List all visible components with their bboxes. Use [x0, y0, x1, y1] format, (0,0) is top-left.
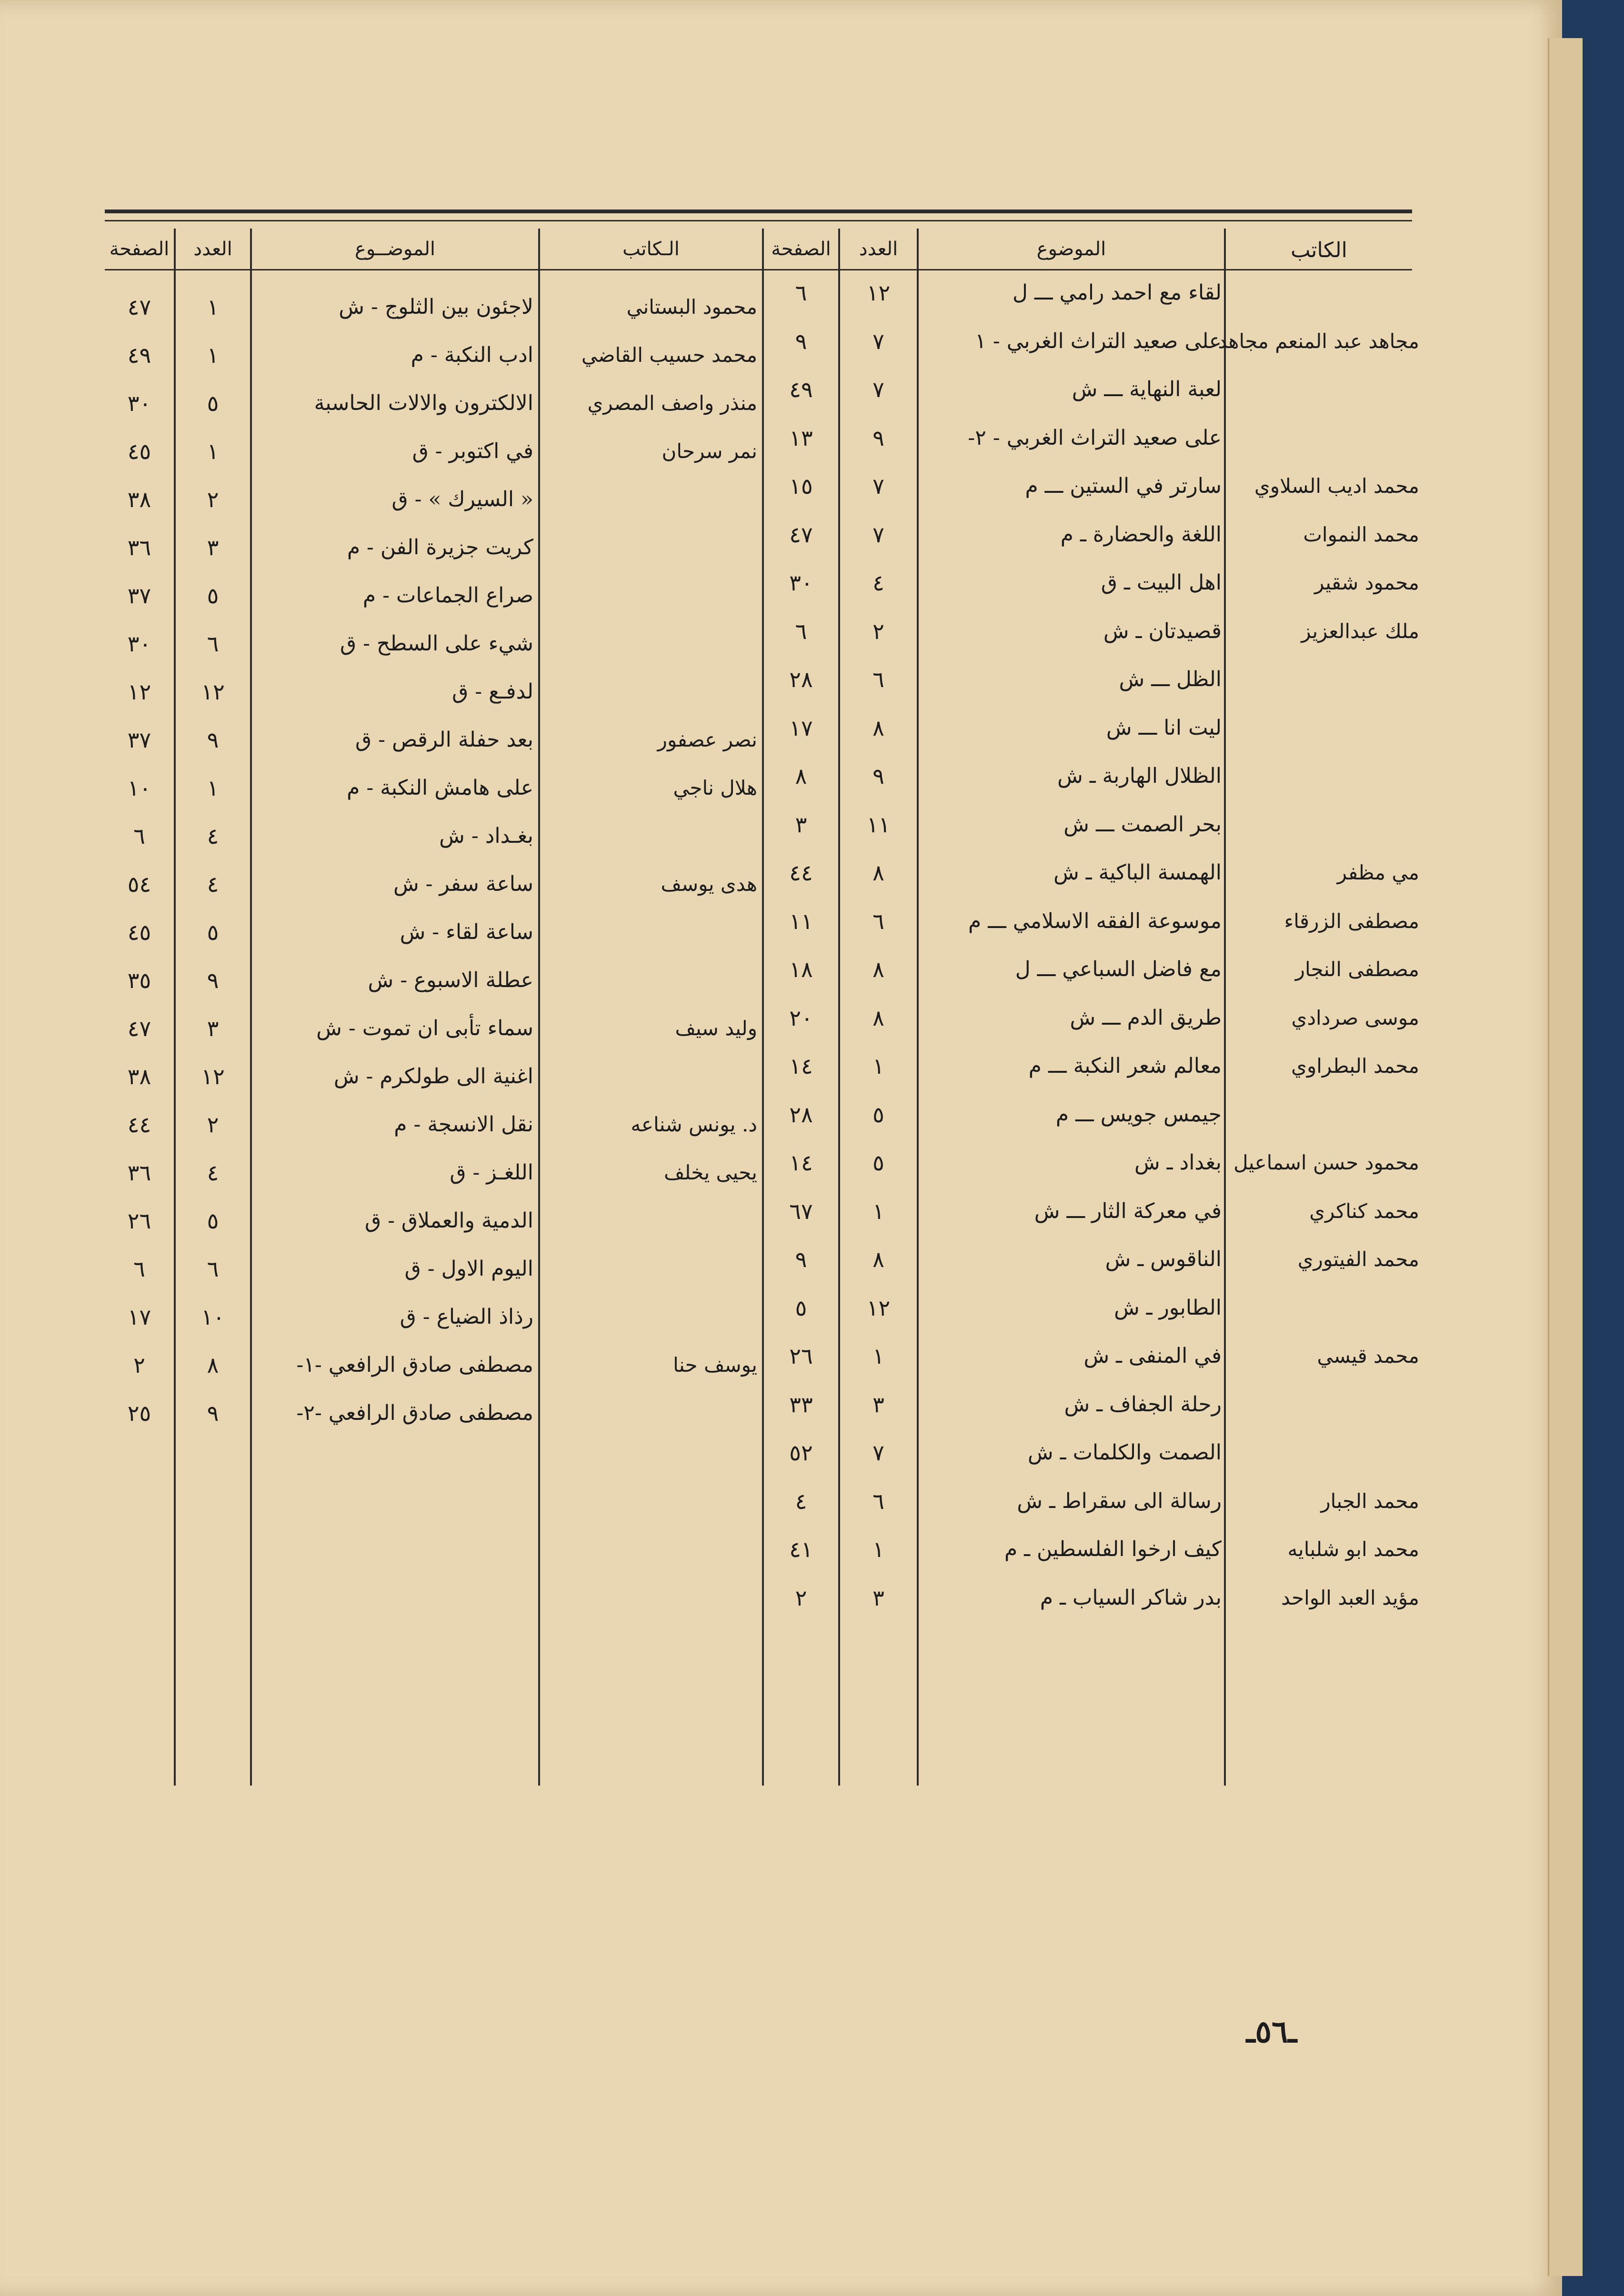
- cell-topic: كريت جزيرة الفن - م: [347, 535, 533, 559]
- cell-page: ١٥: [789, 473, 813, 499]
- cell-writer: منذر واصف المصري: [587, 391, 757, 415]
- cell-topic: رسالة الى سقراط ـ ش: [1017, 1488, 1222, 1513]
- cell-topic: سارتر في الستين ـــ م: [1025, 474, 1222, 498]
- cell-issue: ٩: [207, 727, 219, 753]
- cell-topic: معالم شعر النكبة ـــ م: [1028, 1054, 1222, 1078]
- cell-page: ٦٧: [789, 1198, 813, 1224]
- cell-writer: هدى يوسف: [661, 872, 757, 896]
- cell-page: ٣٧: [127, 727, 151, 753]
- cell-page: ١٤: [789, 1053, 813, 1079]
- cell-writer: محمد النموات: [1303, 522, 1419, 546]
- cell-topic: في اكتوبر - ق: [412, 439, 533, 463]
- cell-writer: محمد قيسي: [1317, 1344, 1419, 1368]
- cell-page: ٣٧: [127, 583, 151, 609]
- cell-writer: مي مظفر: [1337, 861, 1419, 884]
- header-page: الصفحة: [109, 238, 170, 260]
- cell-writer: مجاهد عبد المنعم مجاهد: [1218, 329, 1419, 353]
- cell-issue: ٣: [872, 1585, 884, 1611]
- cell-writer: محمد البطراوي: [1291, 1054, 1419, 1078]
- cell-issue: ١٠: [201, 1304, 225, 1330]
- cell-issue: ٢: [872, 618, 884, 644]
- cell-issue: ٥: [207, 919, 219, 945]
- cell-page: ٣٠: [127, 631, 151, 657]
- cell-issue: ٤: [207, 871, 219, 897]
- cell-writer: يوسف حنا: [673, 1353, 757, 1377]
- cell-writer: محمود شقير: [1314, 571, 1419, 594]
- cell-page: ٤٤: [127, 1112, 151, 1138]
- cell-topic: عطلة الاسبوع - ش: [368, 968, 533, 992]
- cell-page: ١٧: [789, 715, 813, 741]
- cell-writer: [543, 1197, 757, 1245]
- cell-topic: رحلة الجفاف ـ ش: [1064, 1392, 1222, 1417]
- cell-topic: صراع الجماعات - م: [362, 583, 533, 608]
- cell-issue: ٥: [872, 1150, 884, 1176]
- cell-topic: الصمت والكلمات ـ ش: [1028, 1440, 1222, 1465]
- cell-issue: ١٢: [866, 280, 891, 306]
- cell-topic: على صعيد التراث الغربي - ١: [975, 329, 1222, 353]
- cell-writer: محمود البستاني: [626, 295, 757, 319]
- cell-writer: [1229, 1091, 1419, 1138]
- top-rule: [105, 210, 1412, 213]
- cell-issue: ٢: [207, 1112, 219, 1138]
- cell-writer: [543, 908, 757, 956]
- cell-writer: [1229, 656, 1419, 703]
- header-topic: الموضــوع: [354, 238, 436, 260]
- cell-topic: الناقوس ـ ش: [1105, 1247, 1222, 1271]
- cell-topic: الالكترون والالات الحاسبة: [314, 391, 533, 415]
- cell-page: ٦: [795, 280, 807, 306]
- cell-writer: مصطفى الزرقاء: [1284, 909, 1419, 933]
- cell-issue: ١١: [866, 811, 891, 838]
- cell-issue: ٦: [207, 631, 219, 657]
- col-sep: [538, 229, 540, 1786]
- cell-page: ٦: [795, 618, 807, 644]
- cell-writer: [1229, 366, 1419, 413]
- cell-writer: [1229, 801, 1419, 849]
- cell-writer: [1229, 269, 1419, 317]
- cell-topic: جيمس جويس ـــ م: [1055, 1102, 1222, 1127]
- cell-issue: ٤: [207, 823, 219, 849]
- cell-topic: على هامش النكبة - م: [347, 776, 533, 800]
- cell-writer: محمد الفيتوري: [1297, 1248, 1419, 1271]
- cell-page: ٥: [795, 1295, 807, 1321]
- header-topic: الموضوع: [1036, 238, 1106, 260]
- cell-page: ٢: [133, 1352, 145, 1378]
- cell-issue: ٤: [207, 1160, 219, 1186]
- cell-topic: اهل البيت ـ ق: [1101, 570, 1222, 595]
- cell-topic: لقاء مع احمد رامي ـــ ل: [1012, 280, 1222, 305]
- cell-topic: لاجئون بين الثلوج - ش: [339, 295, 533, 319]
- cell-topic: موسوعة الفقه الاسلامي ـــ م: [968, 908, 1222, 933]
- cell-writer: [1229, 1429, 1419, 1477]
- cell-issue: ٥: [872, 1101, 884, 1128]
- cell-issue: ١٢: [201, 679, 225, 705]
- cell-writer: [1229, 1381, 1419, 1428]
- cell-topic: في المنفى ـ ش: [1083, 1344, 1222, 1368]
- cell-topic: اللغة والحضارة ـ م: [1060, 522, 1222, 547]
- cell-page: ٤: [795, 1488, 807, 1514]
- cell-page: ٦: [133, 1256, 145, 1282]
- page-edge: [1548, 38, 1583, 2276]
- cell-issue: ٧: [872, 377, 884, 402]
- cell-writer: د. يونس شناعه: [631, 1113, 757, 1136]
- cell-issue: ٨: [872, 957, 884, 982]
- cell-page: ٤٩: [789, 377, 813, 402]
- cell-writer: محمود حسن اسماعيل: [1233, 1151, 1419, 1174]
- cell-page: ٣٥: [127, 968, 151, 993]
- cell-topic: طريق الدم ـــ ش: [1070, 1005, 1222, 1030]
- cell-issue: ٩: [872, 763, 884, 789]
- cell-issue: ٨: [872, 715, 884, 741]
- cell-issue: ٩: [207, 968, 219, 993]
- cell-page: ٢٨: [789, 667, 813, 692]
- cell-page: ٣٦: [127, 1160, 151, 1186]
- header-writer: الـكاتب: [622, 238, 680, 260]
- cell-issue: ١: [207, 439, 219, 464]
- top-rule-thin: [105, 220, 1412, 221]
- cell-writer: مصطفى النجار: [1295, 958, 1419, 981]
- cell-page: ٤٥: [127, 439, 151, 464]
- cell-writer: نمر سرحان: [662, 439, 757, 463]
- cell-issue: ٩: [207, 1400, 219, 1426]
- cell-page: ٤٧: [127, 1016, 151, 1041]
- cell-issue: ٦: [207, 1256, 219, 1282]
- cell-writer: محمد حسيب القاضي: [581, 343, 757, 367]
- cell-topic: لدفـع - ق: [452, 679, 533, 704]
- cell-page: ٣: [795, 811, 807, 838]
- cell-writer: [543, 1053, 757, 1100]
- cell-issue: ٣: [207, 1016, 219, 1041]
- cell-issue: ١: [207, 342, 219, 368]
- cell-writer: نصر عصفور: [657, 728, 757, 751]
- cell-issue: ٥: [207, 1208, 219, 1234]
- cell-issue: ١٢: [866, 1295, 891, 1321]
- cell-issue: ٨: [872, 1005, 884, 1031]
- cell-writer: محمد كناكري: [1309, 1199, 1419, 1223]
- cell-issue: ٦: [872, 667, 884, 692]
- cell-writer: [1229, 704, 1419, 752]
- cell-page: ٣٨: [127, 1064, 151, 1089]
- cell-page: ٥٢: [789, 1440, 813, 1466]
- cell-issue: ٥: [207, 583, 219, 609]
- cell-page: ١٧: [127, 1304, 151, 1330]
- cell-page: ٤٥: [127, 919, 151, 945]
- cell-writer: [543, 1389, 757, 1437]
- cell-issue: ٤: [872, 570, 884, 596]
- cell-topic: الطابور ـ ش: [1114, 1295, 1222, 1320]
- cell-topic: الهمسة الباكية ـ ش: [1053, 860, 1222, 885]
- cell-issue: ٦: [872, 1488, 884, 1514]
- cell-issue: ١: [207, 775, 219, 801]
- cell-topic: نقل الانسجة - م: [394, 1112, 533, 1137]
- cell-issue: ٧: [872, 328, 884, 354]
- cell-page: ٢٦: [789, 1343, 813, 1369]
- cell-issue: ٧: [872, 521, 884, 548]
- col-sep: [250, 229, 252, 1786]
- cell-writer: [543, 957, 757, 1004]
- cell-page: ١٠: [127, 775, 151, 801]
- cell-issue: ١: [872, 1198, 884, 1224]
- cell-issue: ٦: [872, 908, 884, 934]
- cell-topic: مع فاضل السباعي ـــ ل: [1015, 957, 1222, 981]
- cell-topic: مصطفى صادق الرافعي -٢-: [296, 1401, 533, 1425]
- cell-page: ٨: [795, 763, 807, 789]
- cell-topic: لعبة النهاية ـــ ش: [1072, 377, 1222, 401]
- header-page: الصفحة: [771, 238, 831, 260]
- cell-issue: ٨: [872, 1247, 884, 1272]
- cell-page: ٢: [795, 1585, 807, 1611]
- cell-page: ٤٧: [127, 294, 151, 320]
- cell-topic: بعد حفلة الرقص - ق: [355, 728, 533, 752]
- cell-issue: ١: [872, 1537, 884, 1562]
- cell-page: ١٨: [789, 957, 813, 982]
- col-sep: [1224, 229, 1226, 1786]
- cell-page: ٩: [795, 1247, 807, 1272]
- cell-topic: اللغـز - ق: [450, 1160, 533, 1185]
- cell-issue: ٣: [207, 535, 219, 560]
- cell-page: ٢٨: [789, 1101, 813, 1128]
- cell-writer: [543, 572, 757, 619]
- cell-issue: ١: [872, 1053, 884, 1079]
- header-writer: الكاتب: [1291, 238, 1347, 262]
- cell-issue: ٩: [872, 425, 884, 451]
- cell-topic: سماء تأبى ان تموت - ش: [316, 1016, 533, 1040]
- cell-issue: ٧: [872, 473, 884, 499]
- cell-topic: رذاذ الضياع - ق: [400, 1305, 533, 1329]
- cell-page: ٣٨: [127, 487, 151, 512]
- cell-page: ١١: [789, 908, 813, 934]
- cell-page: ١٢: [127, 679, 151, 705]
- cell-topic: اغنية الى طولكرم - ش: [333, 1064, 533, 1088]
- cell-issue: ٥: [207, 390, 219, 416]
- cell-writer: محمد اديب السلاوي: [1254, 474, 1419, 498]
- cell-page: ٣٠: [127, 390, 151, 416]
- cell-issue: ١: [207, 294, 219, 320]
- cell-writer: هلال ناجي: [673, 776, 757, 799]
- cell-writer: [1229, 1284, 1419, 1332]
- header-issue: العدد: [859, 238, 898, 260]
- cell-page: ١٤: [789, 1150, 813, 1176]
- cell-topic: على صعيد التراث الغربي - ٢-: [968, 425, 1222, 450]
- cell-topic: قصيدتان ـ ش: [1103, 619, 1222, 643]
- cell-topic: الظلال الهاربة ـ ش: [1057, 764, 1222, 788]
- cell-writer: [543, 668, 757, 716]
- cell-page: ٥٤: [127, 871, 151, 897]
- cell-page: ٣٣: [789, 1391, 813, 1418]
- cell-writer: مؤيد العبد الواحد: [1281, 1586, 1419, 1609]
- cell-writer: [1229, 752, 1419, 800]
- cell-topic: الدمية والعملاق - ق: [364, 1208, 533, 1233]
- cell-topic: الظل ـــ ش: [1119, 667, 1222, 691]
- cell-topic: مصطفى صادق الرافعي -١-: [296, 1353, 533, 1377]
- cell-page: ٤٤: [789, 860, 813, 886]
- cell-issue: ٢: [207, 487, 219, 512]
- cell-topic: شيء على السطح - ق: [340, 631, 533, 656]
- cell-writer: [1229, 414, 1419, 462]
- cell-writer: [543, 1245, 757, 1293]
- cell-topic: « السيرك » - ق: [391, 487, 533, 511]
- cell-writer: [543, 620, 757, 668]
- cell-writer: يحيى يخلف: [663, 1161, 757, 1184]
- cell-page: ٦: [133, 823, 145, 849]
- cell-writer: ملك عبدالعزيز: [1301, 619, 1419, 643]
- cell-page: ٢٠: [789, 1005, 813, 1031]
- cell-writer: [543, 1293, 757, 1341]
- header-issue: العدد: [193, 238, 232, 260]
- cell-topic: ادب النكبة - م: [411, 343, 533, 367]
- cell-topic: في معركة الثار ـــ ش: [1034, 1198, 1222, 1223]
- cell-topic: ساعة سفر - ش: [393, 872, 533, 896]
- cell-page: ٩: [795, 328, 807, 354]
- cell-topic: كيف ارخوا الفلسطين ـ م: [1004, 1537, 1222, 1561]
- cell-topic: بدر شاكر السياب ـ م: [1040, 1585, 1222, 1610]
- cell-page: ٤٩: [127, 342, 151, 368]
- cell-topic: ساعة لقاء - ش: [400, 920, 533, 944]
- cell-topic: بحر الصمت ـــ ش: [1063, 812, 1222, 837]
- cell-topic: بغـداد - ش: [439, 824, 533, 848]
- cell-page: ٤٧: [789, 521, 813, 548]
- cell-page: ٣٠: [789, 570, 813, 596]
- cell-issue: ٣: [872, 1391, 884, 1418]
- cell-issue: ١٢: [201, 1064, 225, 1089]
- cell-writer: وليد سيف: [675, 1017, 757, 1040]
- cell-topic: بغداد ـ ش: [1134, 1150, 1222, 1175]
- page-number: ـ٥٦ـ: [1246, 2014, 1297, 2050]
- cell-topic: اليوم الاول - ق: [404, 1257, 533, 1281]
- cell-issue: ١: [872, 1343, 884, 1369]
- cell-writer: محمد ابو شلبايه: [1287, 1537, 1419, 1561]
- cell-writer: موسى صردادي: [1291, 1006, 1419, 1029]
- cell-page: ٢٥: [127, 1400, 151, 1426]
- cell-issue: ٧: [872, 1440, 884, 1466]
- cell-page: ٤١: [789, 1537, 813, 1562]
- cell-writer: محمد الجبار: [1321, 1489, 1419, 1513]
- cell-writer: [543, 524, 757, 571]
- col-sep: [917, 229, 919, 1786]
- cell-page: ١٣: [789, 425, 813, 451]
- cell-page: ٣٦: [127, 535, 151, 560]
- cell-writer: [543, 476, 757, 523]
- cell-issue: ٨: [207, 1352, 219, 1378]
- cell-topic: ليت انا ـــ ش: [1106, 715, 1222, 740]
- cell-writer: [543, 812, 757, 860]
- cell-issue: ٨: [872, 860, 884, 886]
- cell-page: ٢٦: [127, 1208, 151, 1234]
